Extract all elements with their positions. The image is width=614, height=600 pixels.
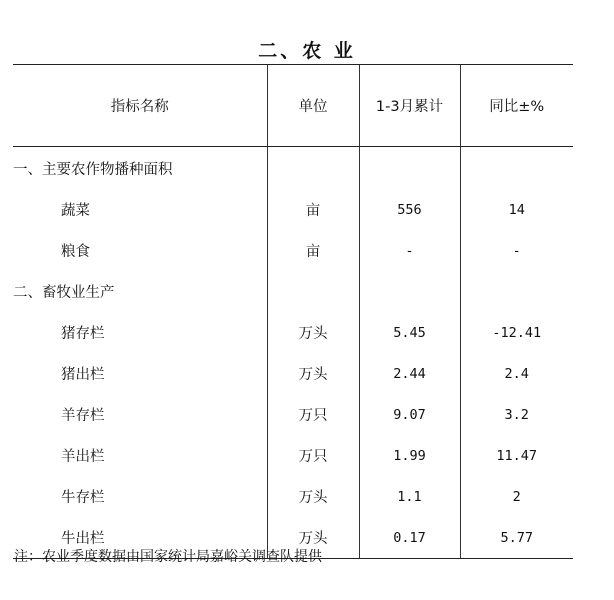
header-yoy: 同比±% xyxy=(460,65,573,147)
unit-cell xyxy=(267,147,359,190)
indicator-name-cell: 一、主要农作物播种面积 xyxy=(13,162,173,178)
cumulative-cell: 9.07 xyxy=(359,394,460,435)
indicator-name-cell: 羊存栏 xyxy=(61,408,105,424)
agriculture-table xyxy=(13,64,573,559)
header-unit: 单位 xyxy=(267,65,359,147)
unit-cell: 万只 xyxy=(267,394,359,435)
table-row xyxy=(13,435,573,476)
table-row xyxy=(13,312,573,353)
unit-cell xyxy=(267,271,359,312)
yoy-cell: -12.41 xyxy=(460,312,573,353)
unit-cell: 亩 xyxy=(267,189,359,230)
yoy-cell: 2 xyxy=(460,476,573,517)
indicator-name-cell: 牛存栏 xyxy=(61,490,105,506)
header-indicator-name: 指标名称 xyxy=(13,65,267,147)
section-row xyxy=(13,147,573,190)
indicator-name-cell: 羊出栏 xyxy=(61,449,105,465)
yoy-cell: 3.2 xyxy=(460,394,573,435)
yoy-cell xyxy=(460,147,573,190)
yoy-cell: 14 xyxy=(460,189,573,230)
cumulative-cell: 5.45 xyxy=(359,312,460,353)
cumulative-cell xyxy=(359,147,460,190)
cumulative-cell: - xyxy=(359,230,460,271)
unit-cell: 万只 xyxy=(267,435,359,476)
table-body xyxy=(13,147,573,559)
indicator-name-cell: 粮食 xyxy=(61,244,90,260)
yoy-cell: 2.4 xyxy=(460,353,573,394)
unit-cell: 亩 xyxy=(267,230,359,271)
header-cumulative: 1-3月累计 xyxy=(359,65,460,147)
cumulative-cell: 0.17 xyxy=(359,517,460,559)
cumulative-cell: 1.1 xyxy=(359,476,460,517)
section-row xyxy=(13,271,573,312)
table-row xyxy=(13,353,573,394)
table-row xyxy=(13,476,573,517)
yoy-cell xyxy=(460,271,573,312)
footnote: 注：农业季度数据由国家统计局嘉峪关调查队提供 xyxy=(14,549,322,565)
cumulative-cell: 2.44 xyxy=(359,353,460,394)
unit-cell: 万头 xyxy=(267,476,359,517)
table-row xyxy=(13,189,573,230)
yoy-cell: 11.47 xyxy=(460,435,573,476)
unit-cell: 万头 xyxy=(267,517,359,559)
cumulative-cell xyxy=(359,271,460,312)
indicator-name-cell: 蔬菜 xyxy=(61,203,90,219)
table-title: 二、农 业 xyxy=(258,40,356,62)
unit-cell: 万头 xyxy=(267,312,359,353)
indicator-name-cell: 二、畜牧业生产 xyxy=(13,285,115,301)
cumulative-cell: 1.99 xyxy=(359,435,460,476)
cumulative-cell: 556 xyxy=(359,189,460,230)
table-row xyxy=(13,230,573,271)
unit-cell: 万头 xyxy=(267,353,359,394)
yoy-cell: 5.77 xyxy=(460,517,573,559)
table-row xyxy=(13,394,573,435)
yoy-cell: - xyxy=(460,230,573,271)
indicator-name-cell: 猪出栏 xyxy=(61,367,105,383)
indicator-name-cell: 牛出栏 xyxy=(13,517,267,559)
table-header-row xyxy=(13,65,573,147)
indicator-name-cell: 猪存栏 xyxy=(61,326,105,342)
